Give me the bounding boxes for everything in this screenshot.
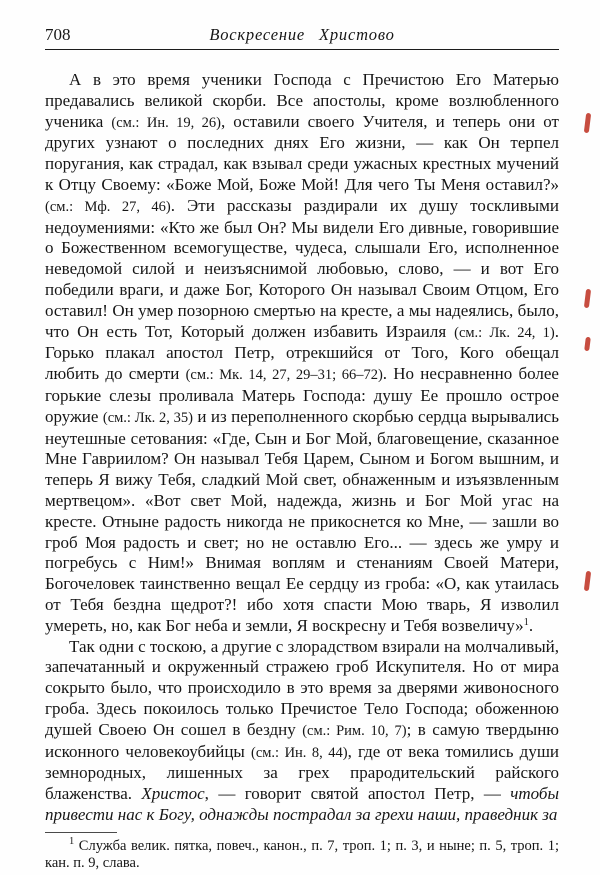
text-run: чтобы привести нас к Богу, однажды пострадал за грехи наши, праведник за [45,784,559,824]
text-run: 1 [523,616,529,628]
paragraph [45,70,559,637]
paragraph [45,637,559,826]
text-run: . Горько плакал апостол Петр, отрекшийся от Того, Кого обещал любить до смерти [45,321,559,384]
text-run: (см.: Лк. 24, 1) [454,324,555,341]
text-run: Служба велик. пятка, повеч., канон., п. 7, троп. 1; п. 3, и ныне; п. 5, троп. 1; кан. п. 9, слава. [45,837,559,871]
text-run: (см.: Ин. 19, 26) [111,114,221,131]
text-run: , — говорит святой апостол Петр, — [204,784,511,804]
text-run: А в это время ученики Господа с Пречистою Его Матерью предавались великой скорби. Все апостолы, кроме возлюбленного ученика [45,70,559,131]
page-number: 708 [45,25,71,44]
text-run: 1 [69,835,75,847]
text-run: . Эти рассказы раздирали их душу тоскливыми недоумениями: «Кто же был Он? Мы видели Его дивные, говорившие о Божественном всемогуществе, чудеса, слышали Его, исполненное неведомой силой и неизъяснимой любовью, слово, — и вот Его победили враги, и даже Бог, Которого Он называл Своим Отцом, Его оставил! Он умер позорною смертью на кресте, а мы надеялись, было, что Он есть Тот, Который должен избавить Израиля [45,195,560,341]
running-title: Воскресение Христово [209,25,395,44]
text-run: . [528,615,534,635]
text-run: . Но несравненно более горькие слезы проливала Матерь Господа: душу Ее прошло острое оружие [45,364,559,426]
text-run: (см.: Мк. 14, 27, 29–31; 66–72) [185,367,383,384]
page-header [45,24,559,50]
text-run: Христос [141,784,205,804]
text-run: , оставили своего Учителя, и теперь они от других узнают о последних днях Его жизни, — как Он терпел поругания, как страдал, как взывал среди ужасных крестных мучений к Отцу Своему: «Боже Мой, Боже Мой! Для чего Ты Меня оставил?» [45,111,559,194]
footnote-text [45,835,559,873]
text-run: , где от века томились души земнородных, лишенных за грех прародительский райского блаженства. [45,741,560,804]
text-run: и из переполненного скорбью сердца вырывались неутешные сетования: «Где, Сын и Бог Мой, благовещение, сказанное Мне Гавриилом? Он называл Тебя Царем, Сыном и Богом вышним, и теперь Я вижу Тебя, сладкий Мой свет, обнаженным и изъязвленным мертвецом». «Вот свет Мой, надежда, жизнь и Бог Мой угас на кресте. Отныне радость никогда не прикоснется ко Мне, — зашли во гроб Моя радость и свет; но не оставлю Его... — здесь же умру и погребусь с Ним!» Внимая воплям и стенаниям Своей Матери, Богочеловек таинственно вещал Ее сердцу из гроба: «О, как утаилась от Тебя бездна щедрот?! ибо хотя спасти Мою тварь, Я изволил умереть, но, как Бог неба и земли, Я воскресну и Тебя возвеличу» [45,406,559,635]
text-run: ; в самую твердыню исконного человекоубийцы [45,719,559,761]
text-run: (см.: Мф. 27, 46) [45,198,171,215]
text-run: Так одни с тоскою, а другие с злорадством взирали на молчаливый, запечатанный и окруженный стражею гроб Искупителя. Но от мира сокрыто было, что происходило в это время за дверями живоносного гроба. Здесь покоилось только Пречистое Тело Господа; обоженною душей Своею Он сошел в бездну [45,636,559,739]
text-run: (см.: Рим. 10, 7) [302,722,407,739]
text-run: (см.: Ин. 8, 44) [250,744,348,761]
body-text [45,70,559,826]
text-run: (см.: Лк. 2, 35) [102,409,194,426]
footnote [45,832,559,873]
footnote-separator [45,832,117,833]
